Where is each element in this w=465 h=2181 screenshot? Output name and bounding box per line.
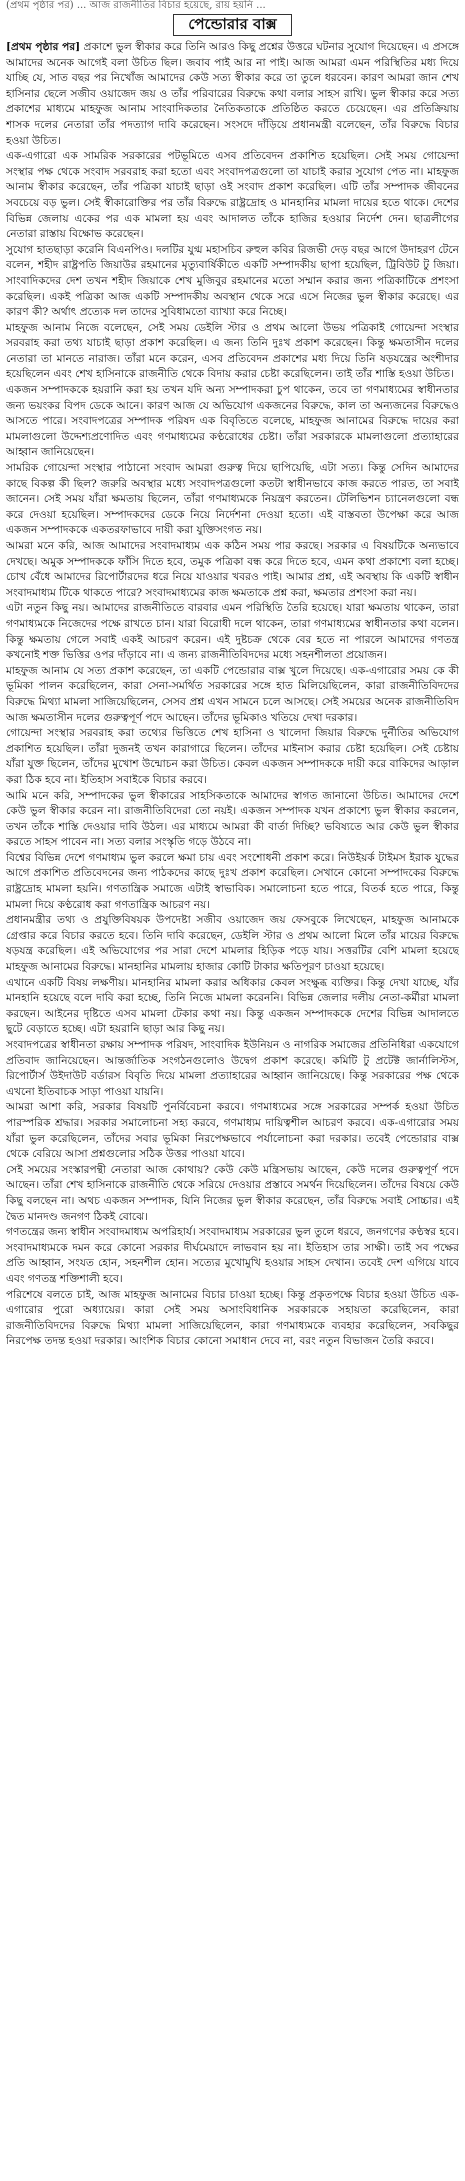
article-paragraph: এখানে একটি বিষয় লক্ষণীয়। মানহানির মামলা করার অধিকার কেবল সংক্ষুব্ধ ব্যক্তির। কিন্তু দেখা যাচ্ছে, যাঁর মানহানি হয়েছে বলে দাবি করা হচ্ছে, তিনি নিজে মামলা করেননি। বিভিন্ন জেলার দলীয় নেতা-কর্মীরা মামলা করছেন। আইনের দৃষ্টিতে এসব মামলা টেকার কথা নয়। কিন্তু একজন সম্পাদককে দেশের বিভিন্ন আদালতে ছুটে বেড়াতে হচ্ছে। এটা হয়রানি ছাড়া আর কিছু নয়। [6, 976, 459, 1036]
previous-article-strip: (প্রথম পৃষ্ঠার পর) ... আজ রাজনীতির বিচার হয়েছে, রায় হয়নি ... [6, 0, 266, 11]
article-paragraph: আমরা মনে করি, আজ আমাদের সংবাদমাধ্যম এক কঠিন সময় পার করছে। সরকার এ বিষয়টিকে অন্যভাবে দেখছে। অমুক সম্পাদককে ফাঁসি দিতে হবে, তমুক পত্রিকা বন্ধ করে দিতে হবে, এমন কথা প্রকাশ্যে বলা হচ্ছে। চোখ বেঁধে আমাদের রিপোর্টারদের ধরে নিয়ে যাওয়ার খবরও পাই। আমার প্রশ্ন, এই অবস্থায় কি একটি স্বাধীন সংবাদমাধ্যম টিকে থাকতে পারে? সংবাদমাধ্যমের কাজ ক্ষমতাকে প্রশ্ন করা, ক্ষমতার প্রশংসা করা নয়। [6, 540, 459, 599]
article-paragraph: প্রধানমন্ত্রীর তথ্য ও প্রযুক্তিবিষয়ক উপদেষ্টা সজীব ওয়াজেদ জয় ফেসবুকে লিখেছেন, মাহফুজ আনামকে গ্রেপ্তার করে বিচার করতে হবে। তিনি দাবি করেছেন, ডেইলি স্টার ও প্রথম আলো মিলে তাঁর মায়ের বিরুদ্ধে ষড়যন্ত্র করেছিল। এই অভিযোগের পর সারা দেশে মামলার হিড়িক পড়ে যায়। সত্তরটির বেশি মামলা হয়েছে মাহফুজ আনামের বিরুদ্ধে। মানহানির মামলায় হাজার কোটি টাকার ক্ষতিপূরণ চাওয়া হয়েছে। [6, 914, 459, 974]
article-paragraph: এক-এগারো এক সামরিক সরকারের পটভূমিতে এসব প্রতিবেদন প্রকাশিত হয়েছিল। সেই সময় গোয়েন্দা সংস্থার পক্ষ থেকে সংবাদ সরবরাহ করা হতো এবং সংবাদপত্রগুলো তা যাচাই করার সুযোগ পেত না। মাহফুজ আনাম স্বীকার করেছেন, তাঁর পত্রিকা যাচাই ছাড়া ওই সংবাদ প্রকাশ করেছিল। এটি তাঁর সম্পাদক জীবনের সবচেয়ে বড় ভুল। সেই স্বীকারোক্তির পর তাঁর বিরুদ্ধে রাষ্ট্রদ্রোহ ও মানহানির মামলা দায়ের হতে থাকে। দেশের বিভিন্ন জেলায় একের পর এক মামলা হয় এবং আদালত তাঁকে হাজির হওয়ার নির্দেশ দেন। ছাত্রলীগের নেতারা রাস্তায় বিক্ষোভ করেছেন। [6, 150, 459, 241]
article-paragraph: মাহফুজ আনাম নিজে বলেছেন, সেই সময় ডেইলি স্টার ও প্রথম আলো উভয় পত্রিকাই গোয়েন্দা সংস্থার সরবরাহ করা তথ্য যাচাই ছাড়া প্রকাশ করেছিল। এ জন্য তিনি দুঃখ প্রকাশ করেছেন। কিন্তু ক্ষমতাসীন দলের নেতারা তা মানতে নারাজ। তাঁরা মনে করেন, এসব প্রতিবেদন প্রকাশের মধ্য দিয়ে তিনি ষড়যন্ত্রের অংশীদার হয়েছিলেন এবং শেখ হাসিনাকে রাজনীতি থেকে বিদায় করার চেষ্টা করেছিলেন। তাই তাঁর শাস্তি হওয়া উচিত। [6, 321, 459, 381]
article-paragraph: সেই সময়ের সংস্কারপন্থী নেতারা আজ কোথায়? কেউ কেউ মন্ত্রিসভায় আছেন, কেউ দলের গুরুত্বপূর্ণ পদে আছেন। তাঁরা শেখ হাসিনাকে রাজনীতি থেকে সরিয়ে দেওয়ার প্রস্তাবে সমর্থন দিয়েছিলেন। তাঁদের বিষয়ে কেউ কিছু বলছেন না। অথচ একজন সম্পাদক, যিনি নিজের ভুল স্বীকার করেছেন, তাঁর বিরুদ্ধে সবাই সোচ্চার। এই দ্বৈত মানদণ্ড জনগণ ঠিকই বোঝে। [6, 1163, 459, 1223]
article-paragraph: বিশ্বের বিভিন্ন দেশে গণমাধ্যম ভুল করলে ক্ষমা চায় এবং সংশোধনী প্রকাশ করে। নিউইয়র্ক টাইমস ইরাক যুদ্ধের আগে প্রকাশিত প্রতিবেদনের জন্য পাঠকদের কাছে দুঃখ প্রকাশ করেছিল। সেখানে কোনো সম্পাদকের বিরুদ্ধে রাষ্ট্রদ্রোহ মামলা হয়নি। গণতান্ত্রিক সমাজে এটাই স্বাভাবিক। সমালোচনা হতে পারে, বিতর্ক হতে পারে, কিন্তু মামলা দিয়ে কণ্ঠরোধ করা গণতান্ত্রিক আচরণ নয়। [6, 851, 459, 911]
article-paragraph: আমরা আশা করি, সরকার বিষয়টি পুনর্বিবেচনা করবে। গণমাধ্যমের সঙ্গে সরকারের সম্পর্ক হওয়া উচিত পারস্পরিক শ্রদ্ধার। সরকার সমালোচনা সহ্য করবে, গণমাধ্যম দায়িত্বশীল আচরণ করবে। এক-এগারোর সময় যাঁরা ভুল করেছিলেন, তাঁদের সবার ভূমিকা নিরপেক্ষভাবে পর্যালোচনা করা দরকার। তবেই পেন্ডোরার বাক্স থেকে বেরিয়ে আসা প্রশ্নগুলোর সঠিক উত্তর পাওয়া যাবে। [6, 1101, 459, 1161]
article-paragraph: এটা নতুন কিছু নয়। আমাদের রাজনীতিতে বারবার এমন পরিস্থিতি তৈরি হয়েছে। যারা ক্ষমতায় থাকেন, তারা গণমাধ্যমকে নিজেদের পক্ষে রাখতে চান। যারা বিরোধী দলে থাকেন, তারা গণমাধ্যমের স্বাধীনতার কথা বলেন। কিন্তু ক্ষমতায় গেলে সবাই একই আচরণ করেন। এই দুষ্টচক্র থেকে বের হতে না পারলে আমাদের গণতন্ত্র কখনোই শক্ত ভিত্তির ওপর দাঁড়াবে না। এ জন্য রাজনীতিবিদদের মধ্যে সহনশীলতা প্রয়োজন। [6, 602, 459, 662]
article-paragraph: মাহফুজ আনাম যে সত্য প্রকাশ করেছেন, তা একটি পেন্ডোরার বাক্স খুলে দিয়েছে। এক-এগারোর সময় কে কী ভূমিকা পালন করেছিলেন, কারা সেনা-সমর্থিত সরকারের সঙ্গে হাত মিলিয়েছিলেন, কারা রাজনীতিবিদদের বিরুদ্ধে মিথ্যা মামলা সাজিয়েছিলেন, সেসব প্রশ্ন এখন সামনে চলে আসছে। সেই সময়ের অনেক রাজনীতিবিদ আজ ক্ষমতাসীন দলের গুরুত্বপূর্ণ পদে আছেন। তাঁদের ভূমিকাও খতিয়ে দেখা দরকার। [6, 664, 459, 724]
article-paragraph: সুযোগ হাতছাড়া করেনি বিএনপিও। দলটির যুগ্ম মহাসচিব রুহুল কবির রিজভী দেড় বছর আগে উদাহরণ টেনে বলেন, শহীদ রাষ্ট্রপতি জিয়াউর রহমানের মৃত্যুবার্ষিকীতে একটি সম্পাদকীয় ছাপা হয়েছিল, ট্রিবিউট টু জিয়া। সাংবাদিকদের দেশ তখন শহীদ জিয়াকে শেখ মুজিবুর রহমানের মতো সম্মান করার জন্য পত্রিকাটিকে প্রশংসা করেছিল। একই পত্রিকা আজ একটি সম্পাদকীয় অবস্থান থেকে সরে এসে নিজের ভুল স্বীকার করেছে। এর কারণ কী? অর্থাৎ প্রত্যেক দল তাদের সুবিধামতো ব্যাখ্যা করে নিচ্ছে। [6, 243, 459, 319]
continuation-marker: [প্রথম পৃষ্ঠার পর] [6, 41, 81, 53]
article-paragraph-text: প্রকাশে ভুল স্বীকার করে তিনি আরও কিছু প্রশ্নের উত্তরে ঘটনার সুযোগ দিয়েছেন। এ প্রসঙ্গে আমাদের অনেক আগেই বলা উচিত ছিল। জবাব পাই আর না পাই। আজ আমরা এমন পরিস্থিতির মধ্য দিয়ে যাচ্ছি যে, সাত বছর পর নিখোঁজ আমাদের কেউ সত্য স্বীকার করে তা তুলে ধরবেন। কারণ আমরা জান শেখ হাসিনার ছেলে সজীব ওয়াজেদ জয় ও তাঁর পরিবারের বিরুদ্ধে কথা বলার সাহস রাখি। ভুল স্বীকার করে সত্য প্রকাশের মাধ্যমে মাহফুজ আনাম সাংবাদিকতার নৈতিকতাকে প্রতিষ্ঠিত করতে চেয়েছেন। এর প্রতিক্রিয়ায় শাসক দলের নেতারা তাঁর পদত্যাগ দাবি করেছেন। সংসদে দাঁড়িয়ে প্রধানমন্ত্রী বলেছেন, তাঁর বিরুদ্ধে বিচার হওয়া উচিত। [6, 41, 459, 147]
article-headline: পেন্ডোরার বাক্স [173, 14, 291, 36]
article-paragraph: গোয়েন্দা সংস্থার সরবরাহ করা তথ্যের ভিত্তিতে শেখ হাসিনা ও খালেদা জিয়ার বিরুদ্ধে দুর্নীতির অভিযোগ প্রকাশিত হয়েছিল। তাঁরা দুজনই তখন কারাগারে ছিলেন। তাঁদের মাইনাস করার চেষ্টা হয়েছিল। সেই চেষ্টায় যাঁরা যুক্ত ছিলেন, তাঁদের মুখোশ উন্মোচন করা উচিত। কেবল একজন সম্পাদককে দায়ী করে বাকিদের আড়াল করা ঠিক হবে না। ইতিহাস সবাইকে বিচার করবে। [6, 727, 459, 786]
article-paragraph: গণতন্ত্রের জন্য স্বাধীন সংবাদমাধ্যম অপরিহার্য। সংবাদমাধ্যম সরকারের ভুল তুলে ধরবে, জনগণের কণ্ঠস্বর হবে। সংবাদমাধ্যমকে দমন করে কোনো সরকার দীর্ঘমেয়াদে লাভবান হয় না। ইতিহাস তার সাক্ষী। তাই সব পক্ষের প্রতি আহ্বান, সংযত হোন, সহনশীল হোন। সত্যের মুখোমুখি হওয়ার সাহস দেখান। তবেই দেশ এগিয়ে যাবে এবং গণতন্ত্র শক্তিশালী হবে। [6, 1226, 459, 1285]
article-paragraph [6, 40, 459, 149]
article-body [6, 40, 459, 2176]
article-paragraph: সংবাদপত্রের স্বাধীনতা রক্ষায় সম্পাদক পরিষদ, সাংবাদিক ইউনিয়ন ও নাগরিক সমাজের প্রতিনিধিরা একযোগে প্রতিবাদ জানিয়েছেন। আন্তর্জাতিক সংগঠনগুলোও উদ্বেগ প্রকাশ করেছে। কমিটি টু প্রটেক্ট জার্নালিস্টস, রিপোর্টার্স উইদাউট বর্ডারস বিবৃতি দিয়ে মামলা প্রত্যাহারের আহ্বান জানিয়েছে। কিন্তু সরকারের পক্ষ থেকে এখনো ইতিবাচক সাড়া পাওয়া যায়নি। [6, 1039, 459, 1098]
article-paragraph: একজন সম্পাদককে হয়রানি করা হয় তখন যদি অন্য সম্পাদকরা চুপ থাকেন, তবে তা গণমাধ্যমের স্বাধীনতার জন্য ভয়ংকর বিপদ ডেকে আনে। কারণ আজ যে অভিযোগ একজনের বিরুদ্ধে, কাল তা অন্যজনের বিরুদ্ধেও আসতে পারে। সংবাদপত্রের সম্পাদক পরিষদ এক বিবৃতিতে বলেছে, মাহফুজ আনামের বিরুদ্ধে দায়ের করা মামলাগুলো উদ্দেশ্যপ্রণোদিত এবং গণমাধ্যমের কণ্ঠরোধের চেষ্টা। তাঁরা সরকারকে মামলাগুলো প্রত্যাহারের আহ্বান জানিয়েছেন। [6, 384, 459, 459]
headline-container [0, 14, 465, 36]
article-paragraph: পরিশেষে বলতে চাই, আজ মাহফুজ আনামের বিচার চাওয়া হচ্ছে। কিন্তু প্রকৃতপক্ষে বিচার হওয়া উচিত এক-এগারোর পুরো অধ্যায়ের। কারা সেই সময় অসাংবিধানিক সরকারকে সহায়তা করেছিলেন, কারা রাজনীতিবিদদের বিরুদ্ধে মিথ্যা মামলা সাজিয়েছিলেন, কারা গণমাধ্যমকে ব্যবহার করেছিলেন, সবকিছুর নিরপেক্ষ তদন্ত হওয়া দরকার। আংশিক বিচার কোনো সমাধান দেবে না, বরং নতুন বিভাজন তৈরি করবে। [6, 1288, 459, 1348]
article-paragraph: আমি মনে করি, সম্পাদকের ভুল স্বীকারের সাহসিকতাকে আমাদের স্বাগত জানানো উচিত। আমাদের দেশে কেউ ভুল স্বীকার করেন না। রাজনীতিবিদেরা তো নয়ই। একজন সম্পাদক যখন প্রকাশ্যে ভুল স্বীকার করলেন, তখন তাঁকে শাস্তি দেওয়ার দাবি উঠল। এর মাধ্যমে আমরা কী বার্তা দিচ্ছি? ভবিষ্যতে আর কেউ ভুল স্বীকার করতে সাহস পাবেন না। সত্য বলার সংস্কৃতি গড়ে উঠবে না। [6, 789, 459, 849]
article-paragraph: সামরিক গোয়েন্দা সংস্থার পাঠানো সংবাদ আমরা গুরুত্ব দিয়ে ছাপিয়েছি, এটা সত্য। কিন্তু সেদিন আমাদের কাছে বিকল্প কী ছিল? জরুরি অবস্থার মধ্যে সংবাদপত্রগুলো কতটা স্বাধীনভাবে কাজ করতে পারত, তা সবাই জানেন। সেই সময় যাঁরা ক্ষমতায় ছিলেন, তাঁরা গণমাধ্যমকে নিয়ন্ত্রণ করতেন। টেলিভিশন চ্যানেলগুলো বন্ধ করে দেওয়া হয়েছিল। সম্পাদকদের ডেকে নিয়ে নির্দেশনা দেওয়া হতো। এই বাস্তবতা উপেক্ষা করে আজ একজন সম্পাদককে একতরফাভাবে দায়ী করা যুক্তিসংগত নয়। [6, 462, 459, 537]
